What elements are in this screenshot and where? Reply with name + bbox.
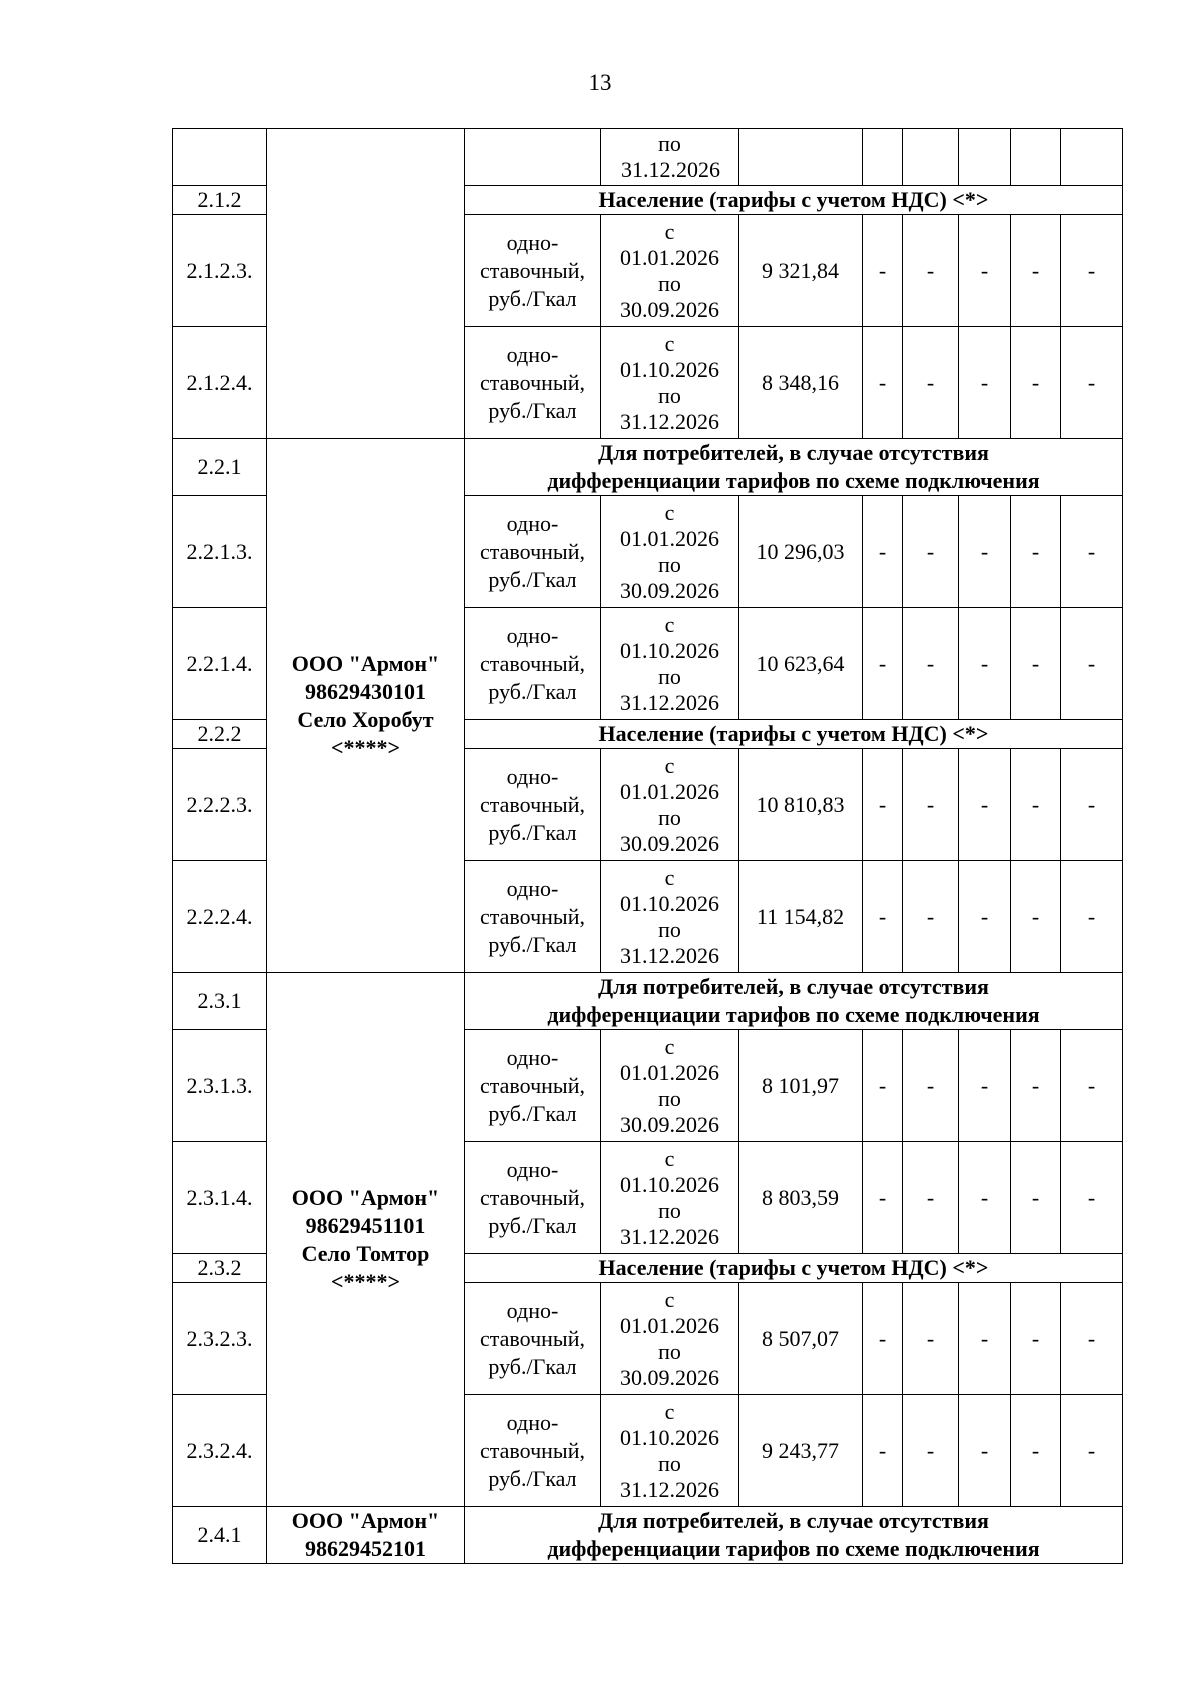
unit-cell (465, 129, 601, 186)
dash-cell: - (1011, 215, 1061, 327)
cell-line: ставочный, (480, 1325, 585, 1351)
row-code: 2.3.2 (173, 1254, 267, 1283)
cell-line: 31.12.2026 (620, 408, 719, 434)
cell-line: ставочный, (480, 1184, 585, 1210)
row-code: 2.1.2 (173, 186, 267, 215)
dash-cell: - (863, 496, 903, 608)
unit-cell (465, 496, 601, 608)
row-code: 2.1.2.4. (173, 327, 267, 439)
cell-line: ООО "Армон" (291, 1508, 440, 1533)
period-cell (601, 496, 739, 608)
period-cell (601, 608, 739, 720)
cell-line: по (658, 1085, 681, 1111)
period-cell (601, 861, 739, 973)
cell-line: ставочный, (480, 538, 585, 564)
dash-cell: - (903, 327, 959, 439)
group-label: Население (тарифы с учетом НДС) <*> (465, 1254, 1123, 1283)
cell-line: по (658, 551, 681, 577)
dash-cell: - (903, 1395, 959, 1507)
cell-line: одно- (506, 875, 559, 901)
cell-line: одно- (506, 1409, 559, 1435)
cell-line: 01.01.2026 (620, 244, 719, 270)
code-cell (173, 129, 267, 186)
cell-line: Для потребителей, в случае отсутствия (598, 440, 989, 465)
dash-cell: - (1061, 496, 1123, 608)
dash-cell: - (1011, 861, 1061, 973)
cell-line: 01.10.2026 (620, 1424, 719, 1450)
group-label (465, 973, 1123, 1030)
cell-line: дифференциации тарифов по схеме подключения (547, 468, 1040, 493)
cell-line: 31.12.2026 (620, 1476, 719, 1502)
cell-line: по (658, 804, 681, 830)
row-code: 2.3.1.4. (173, 1142, 267, 1254)
dash-cell: - (959, 1142, 1011, 1254)
tariff-value: 10 810,83 (739, 749, 863, 861)
dash-cell: - (863, 1283, 903, 1395)
cell-line: по (658, 916, 681, 942)
unit-cell (465, 861, 601, 973)
dash-cell: - (863, 327, 903, 439)
org-cell (267, 129, 465, 439)
cell-line: руб./Гкал (488, 1212, 577, 1238)
cell-line: руб./Гкал (488, 819, 577, 845)
cell-line: 01.01.2026 (620, 525, 719, 551)
tariff-value: 8 507,07 (739, 1283, 863, 1395)
dash-cell: - (1011, 1395, 1061, 1507)
tariff-value: 8 348,16 (739, 327, 863, 439)
cell-line: с (664, 218, 675, 244)
dash-cell: - (1011, 327, 1061, 439)
cell-line: с (664, 330, 675, 356)
dash-cell: - (1011, 496, 1061, 608)
unit-cell (465, 327, 601, 439)
cell-line: ООО "Армон" (291, 1184, 440, 1210)
group-label (465, 1507, 1123, 1564)
operator-name (267, 439, 465, 973)
cell-line: 01.01.2026 (620, 1312, 719, 1338)
unit-cell (465, 749, 601, 861)
cell-line: дифференциации тарифов по схеме подключения (547, 1002, 1040, 1027)
cell-line: с (664, 499, 675, 525)
operator-name (267, 1507, 465, 1564)
cell-line: с (664, 611, 675, 637)
row-code: 2.2.1.3. (173, 496, 267, 608)
dash-cell: - (863, 749, 903, 861)
cell-line: руб./Гкал (488, 566, 577, 592)
period-cell (601, 215, 739, 327)
dash-cell: - (1061, 1283, 1123, 1395)
cell-line: 31.12.2026 (620, 689, 719, 715)
cell-line: 30.09.2026 (620, 1111, 719, 1137)
cell-line: одно- (506, 763, 559, 789)
group-label: Население (тарифы с учетом НДС) <*> (465, 186, 1123, 215)
period-cell (601, 1030, 739, 1142)
cell-line: по (658, 270, 681, 296)
cell-line: ставочный, (480, 1437, 585, 1463)
dash-cell: - (863, 1395, 903, 1507)
unit-cell (465, 1283, 601, 1395)
dash-cell: - (1011, 749, 1061, 861)
unit-cell (465, 1142, 601, 1254)
period-cell: по 31.12.2026 (601, 129, 739, 186)
cell-line: руб./Гкал (488, 397, 577, 423)
cell-line: руб./Гкал (488, 678, 577, 704)
dash-cell: - (959, 1395, 1011, 1507)
dash-cell: - (959, 1030, 1011, 1142)
period-cell (601, 749, 739, 861)
cell-line: по (658, 663, 681, 689)
dash-cell: - (959, 1283, 1011, 1395)
dash-cell: - (863, 1142, 903, 1254)
unit-cell (465, 608, 601, 720)
dash-cell: - (1061, 215, 1123, 327)
dash-cell: - (959, 327, 1011, 439)
cell-line: <****> (330, 734, 401, 760)
cell-line: 98629430101 (305, 678, 426, 704)
dash-cell: - (903, 1030, 959, 1142)
dash-cell: - (1011, 1283, 1061, 1395)
unit-cell (465, 215, 601, 327)
dash-cell (1061, 129, 1123, 186)
cell-line: одно- (506, 1044, 559, 1070)
dash-cell: - (863, 1030, 903, 1142)
cell-line: с (664, 864, 675, 890)
cell-line: дифференциации тарифов по схеме подключения (547, 1536, 1040, 1561)
group-header-row (173, 439, 1123, 496)
cell-line: руб./Гкал (488, 1353, 577, 1379)
group-header-row (173, 973, 1123, 1030)
cell-line: ставочный, (480, 1072, 585, 1098)
table-row (173, 129, 1123, 186)
tariff-value: 8 803,59 (739, 1142, 863, 1254)
dash-cell (959, 129, 1011, 186)
dash-cell: - (1011, 1142, 1061, 1254)
cell-line: 30.09.2026 (620, 296, 719, 322)
cell-line: 31.12.2026 (620, 1223, 719, 1249)
dash-cell: - (1011, 608, 1061, 720)
cell-line: по (658, 382, 681, 408)
dash-cell: - (903, 861, 959, 973)
dash-cell: - (1061, 608, 1123, 720)
dash-cell: - (959, 608, 1011, 720)
group-label (465, 439, 1123, 496)
period-cell (601, 327, 739, 439)
tariff-value: 10 296,03 (739, 496, 863, 608)
cell-line: ставочный, (480, 257, 585, 283)
dash-cell: - (959, 861, 1011, 973)
cell-line: 01.10.2026 (620, 890, 719, 916)
row-code: 2.3.2.3. (173, 1283, 267, 1395)
dash-cell: - (1061, 1142, 1123, 1254)
dash-cell: - (863, 215, 903, 327)
cell-line: Для потребителей, в случае отсутствия (598, 1508, 989, 1533)
dash-cell (863, 129, 903, 186)
dash-cell: - (959, 215, 1011, 327)
row-code: 2.3.1.3. (173, 1030, 267, 1142)
cell-line: 01.10.2026 (620, 637, 719, 663)
cell-line: по (658, 1338, 681, 1364)
cell-line: 01.10.2026 (620, 1171, 719, 1197)
period-cell (601, 1142, 739, 1254)
dash-cell: - (863, 608, 903, 720)
cell-line: 30.09.2026 (620, 1364, 719, 1390)
cell-line: Село Томтор (301, 1240, 430, 1266)
operator-name (267, 973, 465, 1507)
dash-cell: - (903, 608, 959, 720)
dash-cell: - (863, 861, 903, 973)
cell-line: 31.12.2026 (620, 942, 719, 968)
tariff-value: 9 321,84 (739, 215, 863, 327)
dash-cell: - (903, 215, 959, 327)
cell-line: 98629452101 (305, 1536, 426, 1561)
dash-cell: - (903, 496, 959, 608)
cell-line: ставочный, (480, 369, 585, 395)
row-code: 2.3.2.4. (173, 1395, 267, 1507)
row-code: 2.2.1.4. (173, 608, 267, 720)
tariff-value: 10 623,64 (739, 608, 863, 720)
cell-line: руб./Гкал (488, 285, 577, 311)
tariff-value: 9 243,77 (739, 1395, 863, 1507)
cell-line: <****> (330, 1268, 401, 1294)
row-code: 2.2.2.4. (173, 861, 267, 973)
row-code: 2.2.2 (173, 720, 267, 749)
cell-line: руб./Гкал (488, 1100, 577, 1126)
dash-cell: - (959, 496, 1011, 608)
cell-line: ООО "Армон" (291, 650, 440, 676)
unit-cell (465, 1030, 601, 1142)
cell-line: руб./Гкал (488, 1465, 577, 1491)
dash-cell: - (903, 1142, 959, 1254)
cell-line: с (664, 1033, 675, 1059)
cell-line: с (664, 1398, 675, 1424)
dash-cell: - (1011, 1030, 1061, 1142)
dash-cell: - (903, 1283, 959, 1395)
cell-line: 01.01.2026 (620, 778, 719, 804)
cell-line: Для потребителей, в случае отсутствия (598, 974, 989, 999)
cell-line: одно- (506, 229, 559, 255)
cell-line: ставочный, (480, 791, 585, 817)
page-number: 13 (588, 70, 612, 95)
cell-line: одно- (506, 510, 559, 536)
row-code: 2.4.1 (173, 1507, 267, 1564)
cell-line: с (664, 1286, 675, 1312)
cell-line: ставочный, (480, 903, 585, 929)
cell-line: одно- (506, 1156, 559, 1182)
tariff-table (172, 128, 1123, 1564)
cell-line: одно- (506, 341, 559, 367)
value-cell (739, 129, 863, 186)
dash-cell: - (1061, 861, 1123, 973)
row-code: 2.2.1 (173, 439, 267, 496)
cell-line: по (658, 1197, 681, 1223)
row-code: 2.1.2.3. (173, 215, 267, 327)
dash-cell: - (1061, 1030, 1123, 1142)
dash-cell: - (1061, 327, 1123, 439)
tariff-table-body (173, 129, 1123, 1564)
row-code: 2.3.1 (173, 973, 267, 1030)
unit-cell (465, 1395, 601, 1507)
period-cell (601, 1283, 739, 1395)
dash-cell: - (903, 749, 959, 861)
cell-line: с (664, 752, 675, 778)
dash-cell: - (1061, 749, 1123, 861)
dash-cell (1011, 129, 1061, 186)
cell-line: с (664, 1145, 675, 1171)
dash-cell: - (959, 749, 1011, 861)
tariff-value: 8 101,97 (739, 1030, 863, 1142)
cell-line: одно- (506, 1297, 559, 1323)
cell-line: одно- (506, 622, 559, 648)
tariff-value: 11 154,82 (739, 861, 863, 973)
period-cell (601, 1395, 739, 1507)
dash-cell (903, 129, 959, 186)
cell-line: ставочный, (480, 650, 585, 676)
cell-line: Село Хоробут (297, 706, 434, 732)
cell-line: 01.01.2026 (620, 1059, 719, 1085)
cell-line: 98629451101 (305, 1212, 426, 1238)
cell-line: 01.10.2026 (620, 356, 719, 382)
cell-line: руб./Гкал (488, 931, 577, 957)
row-code: 2.2.2.3. (173, 749, 267, 861)
group-label: Население (тарифы с учетом НДС) <*> (465, 720, 1123, 749)
cell-line: по (658, 1450, 681, 1476)
cell-line: 30.09.2026 (620, 577, 719, 603)
group-header-row (173, 1507, 1123, 1564)
dash-cell: - (1061, 1395, 1123, 1507)
cell-line: 30.09.2026 (620, 830, 719, 856)
